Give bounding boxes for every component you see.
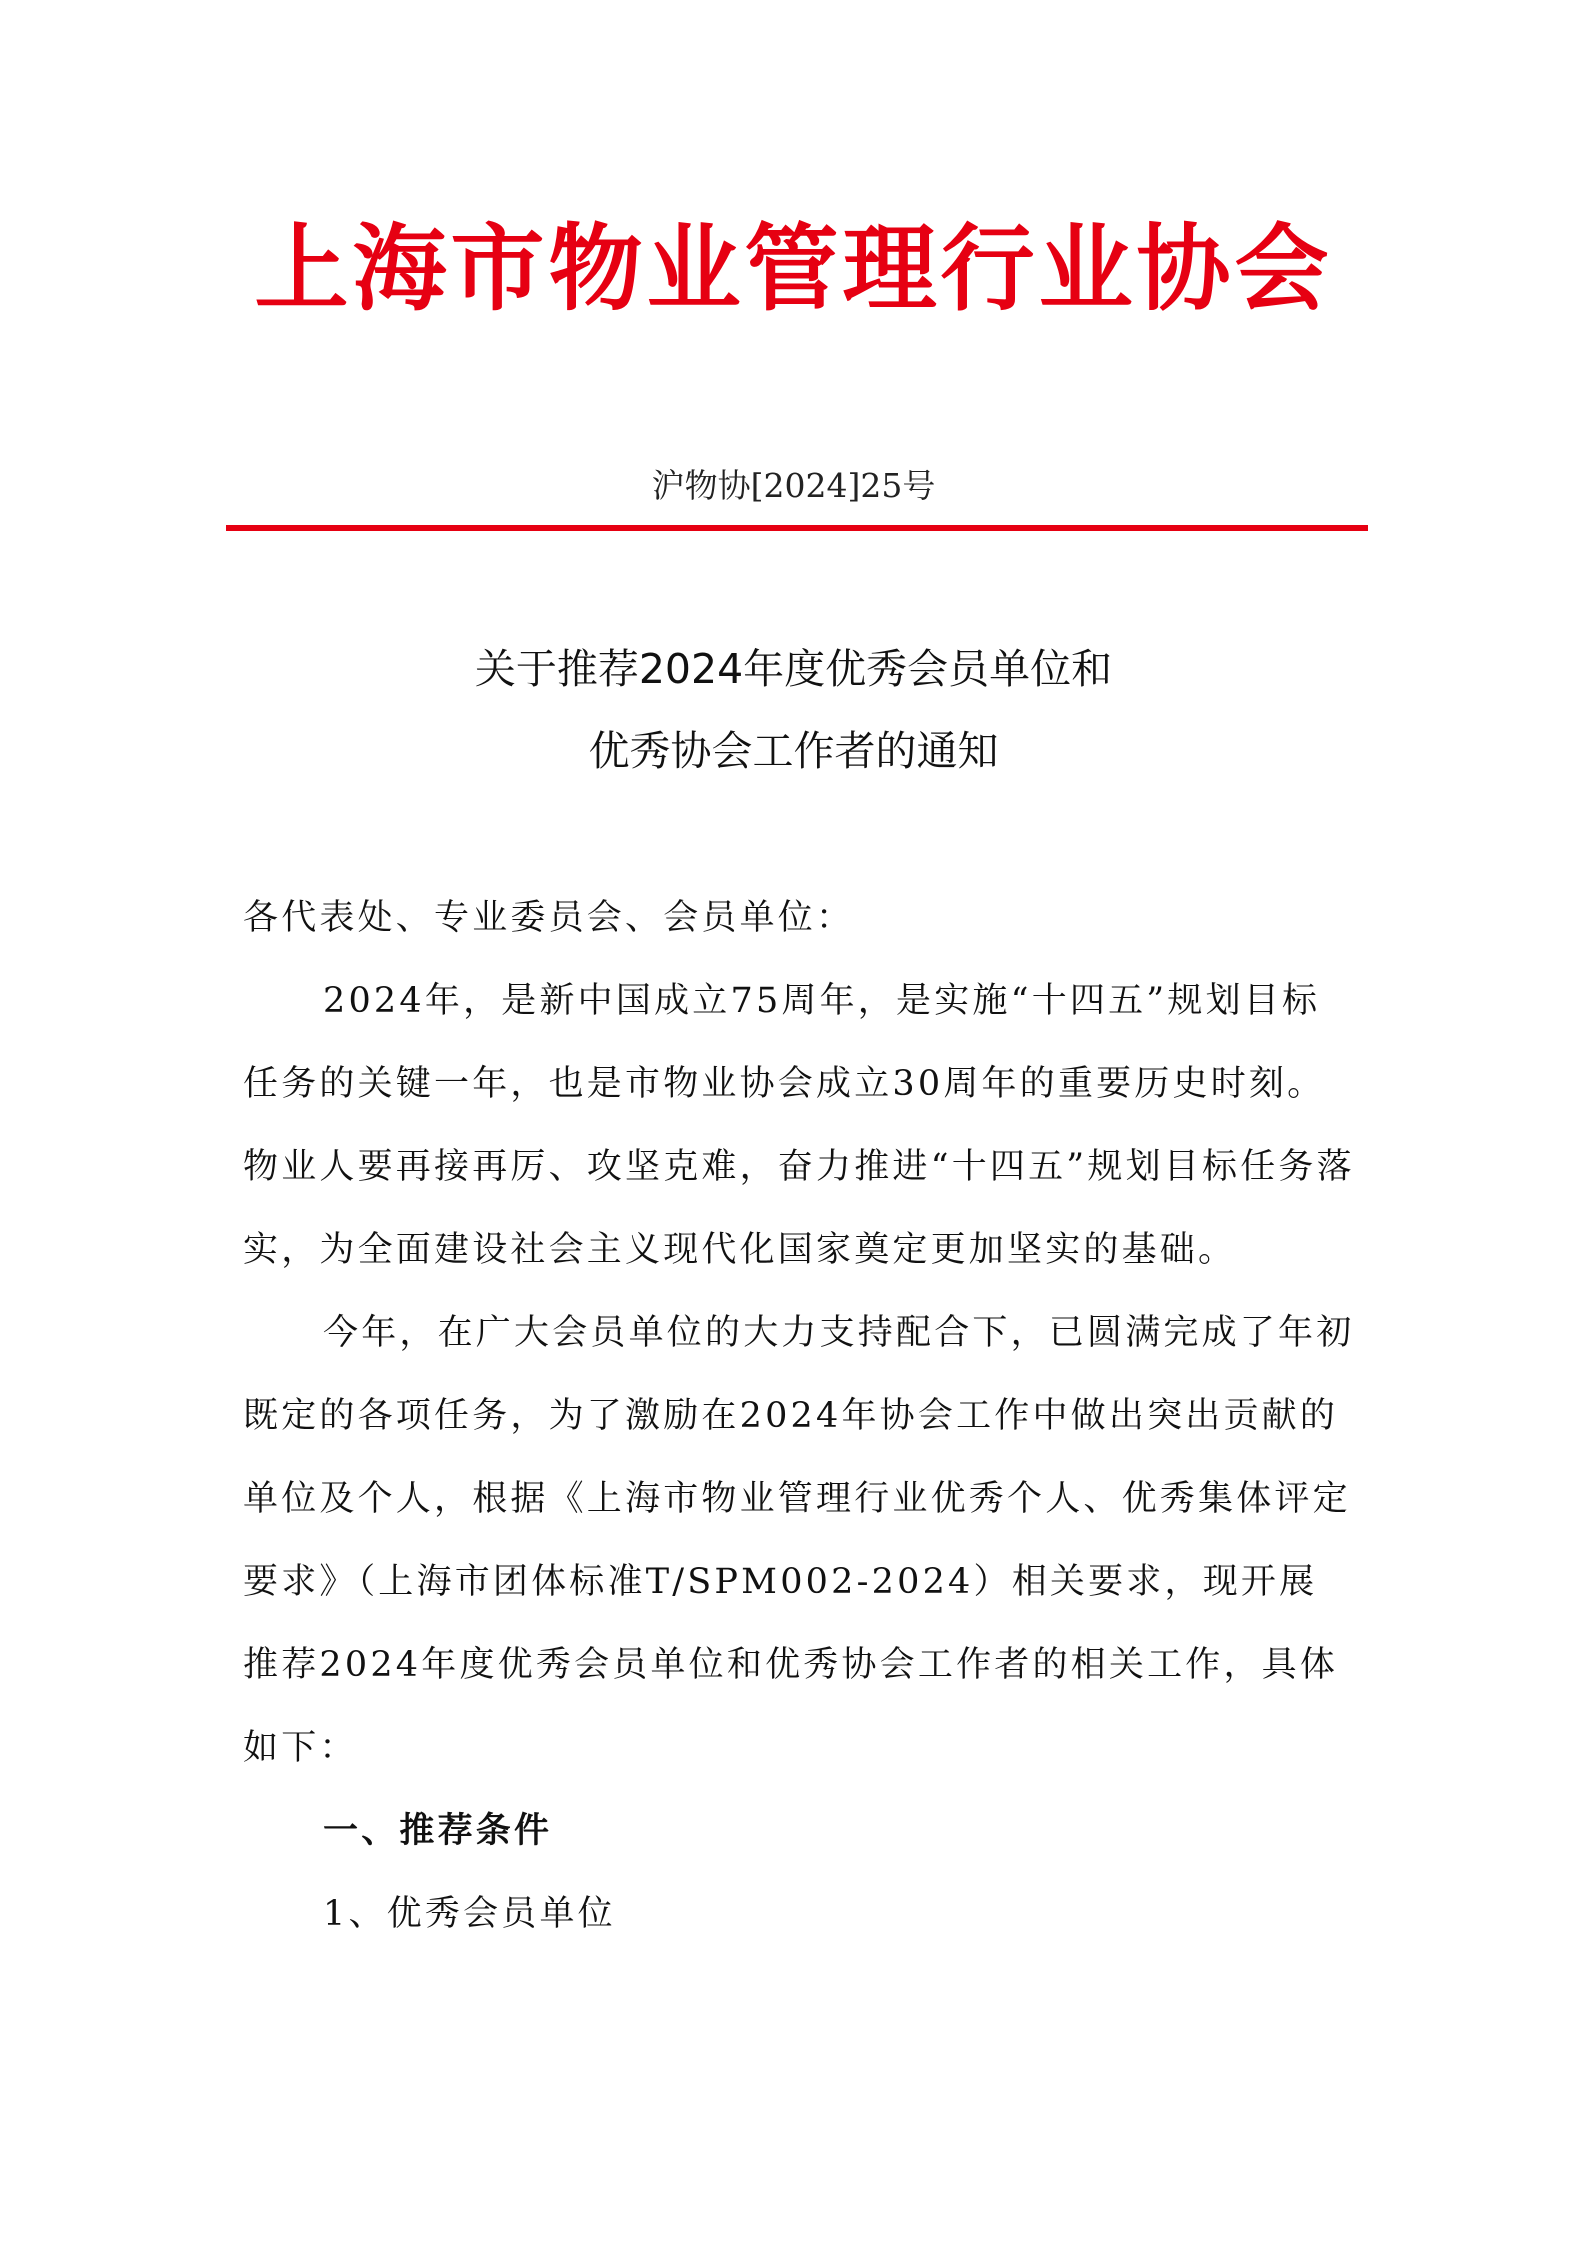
notice-title-line-2: 优秀协会工作者的通知 — [588, 727, 999, 775]
notice-body — [243, 877, 1355, 1956]
subsection-heading-1: 1、优秀会员单位 — [323, 1894, 616, 1934]
organization-name: 上海市物业管理行业协会 — [254, 215, 1333, 324]
section-heading-1: 一、推荐条件 — [323, 1811, 553, 1851]
paragraph-2: 今年，在广大会员单位的大力支持配合下，已圆满完成了年初既定的各项任务，为了激励在2024年协会工作中做出突出贡献的单位及个人，根据《上海市物业管理行业优秀个人、优秀集体评定要求》（上海市团体标准T/SPM002-2024）相关要求，现开展推荐2024年度优秀会员单位和优秀协会工作者的相关工作，具体如下： — [243, 1313, 1355, 1768]
salutation: 各代表处、专业委员会、会员单位： — [243, 898, 855, 938]
notice-title — [0, 628, 1587, 792]
red-divider — [226, 525, 1368, 531]
document-number: 沪物协[2024]25号 — [651, 466, 936, 505]
notice-title-line-1: 关于推荐2024年度优秀会员单位和 — [474, 645, 1113, 693]
paragraph-1: 2024年，是新中国成立75周年，是实施“十四五”规划目标任务的关键一年，也是市物业协会成立30周年的重要历史时刻。物业人要再接再厉、攻坚克难，奋力推进“十四五”规划目标任务落实，为全面建设社会主义现代化国家奠定更加坚实的基础。 — [243, 981, 1355, 1270]
